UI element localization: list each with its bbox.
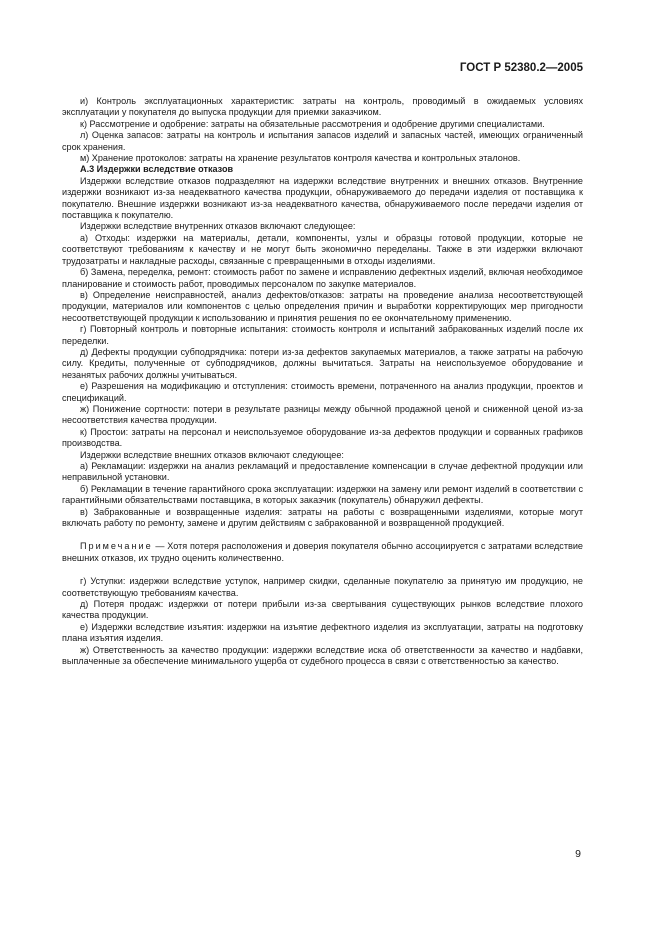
paragraph: ж) Понижение сортности: потери в результате разницы между обычной продажной ценой и сниженной ценой из-за несоответствия качества продукции.: [62, 403, 583, 426]
section-heading: А.3 Издержки вследствие отказов: [80, 164, 234, 175]
paragraph: к) Простои: затраты на персонал и неиспользуемое оборудование из-за дефектов продукции и сорванных графиков производства.: [62, 426, 583, 449]
paragraph: Издержки вследствие внутренних отказов включают следующее:: [80, 221, 356, 232]
paragraph: г) Повторный контроль и повторные испытания: стоимость контроля и испытаний забракованных изделий после их переделки.: [62, 324, 583, 346]
paragraph: б) Замена, переделка, ремонт: стоимость работ по замене и исправлению дефектных изделий, включая необходимое планирование и стоимость работ, проводимых персоналом по закупке материалов.: [62, 267, 583, 289]
paragraph: к) Рассмотрение и одобрение: затраты на обязательные рассмотрения и одобрение другими специалистами.: [80, 118, 545, 129]
note-text: — Хотя потеря расположения и доверия покупателя обычно ассоциируется с затратами вследствие внешних отказов, их трудно оценить количественно.: [62, 541, 583, 563]
paragraph: и) Контроль эксплуатационных характеристик: затраты на контроль, проводимый в ожидаемых условиях эксплуатации у покупателя до выпуска продукции для приемки заказчиком.: [62, 96, 583, 118]
note-label: Примечание: [80, 541, 153, 552]
paragraph: в) Забракованные и возвращенные изделия: затраты на работы с возвращенными изделиями, которые могут включать работу по ремонту, замене и другим действиям с забракованной и возвращенной продукцией.: [62, 506, 583, 529]
paragraph: Издержки вследствие внешних отказов включают следующее:: [80, 449, 344, 460]
paragraph: ж) Ответственность за качество продукции: издержки вследствие иска об ответственности за качество и надбавки, выплаченные за обеспечение минимального ущерба от судебного процесса в связи с ответственностью за качество.: [62, 644, 583, 667]
paragraph: а) Рекламации: издержки на анализ рекламаций и предоставление компенсации в случае дефектной продукции или неправильной установки.: [62, 461, 583, 483]
paragraph: е) Разрешения на модификацию и отступления: стоимость времени, потраченного на анализ продукции, проектов и спецификаций.: [62, 381, 583, 403]
paragraph: м) Хранение протоколов: затраты на хранение результатов контроля качества и контрольных эталонов.: [80, 153, 521, 164]
paragraph: д) Дефекты продукции субподрядчика: потери из-за дефектов закупаемых материалов, а также затраты на рабочую силу. Кредиты, полученные от субподрядчиков, должны вычитаться. Затраты на неиспользуемое оборудование и незанятых рабочих должны учитываться.: [62, 346, 583, 380]
paragraph: б) Рекламации в течение гарантийного срока эксплуатации: издержки на замену или ремонт изделий в соответствии с гарантийными обязательствами поставщика, в которых заказчик (покупатель) обнаружил дефекты.: [62, 483, 583, 506]
paragraph: г) Уступки: издержки вследствие уступок, например скидки, сделанные покупателю за принятую им продукцию, не соответствующую требованиям качества.: [62, 576, 583, 598]
paragraph: е) Издержки вследствие изъятия: издержки на изъятие дефектного изделия из эксплуатации, затраты на подготовку плана изъятия изделия.: [62, 621, 583, 644]
paragraph: д) Потеря продаж: издержки от потери прибыли из-за свертывания существующих рынков вследствие плохого качества продукции.: [62, 599, 583, 621]
paragraph: а) Отходы: издержки на материалы, детали, компоненты, узлы и образцы готовой продукции, которые не соответствуют требованиям к качеству и не могут быть экономично переделаны. Также в эти издержки включают трудозатраты и накладные расходы, связанные с превращенными в отходы изделиями.: [62, 232, 583, 266]
paragraph: л) Оценка запасов: затраты на контроль и испытания запасов изделий и запасных частей, имеющих ограниченный срок хранения.: [62, 130, 583, 152]
paragraph: в) Определение неисправностей, анализ дефектов/отказов: затраты на проведение анализа несоответствующей продукции, материалов или компонентов с целью определения причин и выработки корректирующих мер пригодности несоответствующей продукции к использованию и принятия решения по ее окончательному применению.: [62, 289, 583, 323]
document-code: ГОСТ Р 52380.2—2005: [459, 62, 583, 74]
paragraph: Издержки вследствие отказов подразделяют на издержки вследствие внутренних и внешних отказов. Внутренние издержки возникают из-за неадекватного качества продукции, обнаруживаемого до передачи изделия от поставщика к покупателю. Внешние издержки возникают из-за неадекватного качества, обнаруживаемого после передачи изделия от поставщика к покупателю.: [62, 175, 583, 221]
note: [62, 541, 583, 564]
page-number: 9: [575, 848, 581, 860]
page-content: [62, 96, 583, 668]
